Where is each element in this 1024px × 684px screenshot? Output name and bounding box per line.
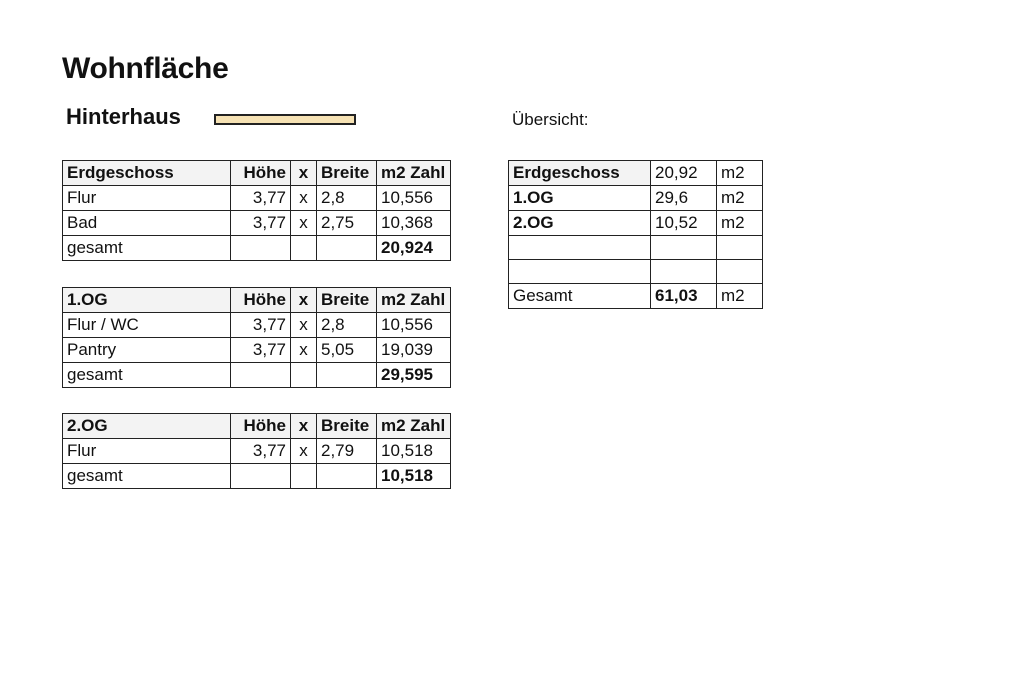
hoehe-cell: 3,77 — [231, 439, 291, 464]
m2-cell: 10,518 — [377, 439, 451, 464]
empty-cell — [317, 236, 377, 261]
hoehe-cell: 3,77 — [231, 211, 291, 236]
m2-cell: 10,368 — [377, 211, 451, 236]
room-name-cell: Pantry — [63, 338, 231, 363]
overview-unit-cell: m2 — [717, 161, 763, 186]
empty-cell — [231, 363, 291, 388]
header-cell-hoehe: Höhe — [231, 288, 291, 313]
room-name-cell: Flur — [63, 186, 231, 211]
empty-cell — [317, 363, 377, 388]
header-cell-m2: m2 Zahl — [377, 288, 451, 313]
table-header-row — [63, 288, 451, 313]
header-cell-floor: 1.OG — [63, 288, 231, 313]
overview-unit-cell — [717, 260, 763, 284]
header-cell-x: x — [291, 288, 317, 313]
table-row — [63, 338, 451, 363]
empty-cell — [291, 236, 317, 261]
room-name-cell: Flur / WC — [63, 313, 231, 338]
x-cell: x — [291, 439, 317, 464]
table-row — [63, 211, 451, 236]
header-cell-x: x — [291, 414, 317, 439]
page-title: Wohnfläche — [62, 52, 229, 85]
section-title: Hinterhaus — [66, 104, 181, 129]
room-name-cell: Bad — [63, 211, 231, 236]
overview-unit-cell — [717, 236, 763, 260]
breite-cell: 2,75 — [317, 211, 377, 236]
breite-cell: 2,8 — [317, 186, 377, 211]
overview-floor-cell: Erdgeschoss — [509, 161, 651, 186]
empty-cell — [231, 464, 291, 489]
empty-cell — [317, 464, 377, 489]
table-total-row — [63, 236, 451, 261]
table-row — [63, 313, 451, 338]
overview-value-cell: 10,52 — [651, 211, 717, 236]
hoehe-cell: 3,77 — [231, 338, 291, 363]
x-cell: x — [291, 338, 317, 363]
overview-floor-cell — [509, 236, 651, 260]
table-total-row — [63, 464, 451, 489]
header-cell-floor: 2.OG — [63, 414, 231, 439]
overview-floor-cell: 2.OG — [509, 211, 651, 236]
overview-value-cell: 20,92 — [651, 161, 717, 186]
overview-row — [509, 236, 763, 260]
breite-cell: 5,05 — [317, 338, 377, 363]
header-cell-breite: Breite — [317, 161, 377, 186]
table-total-row — [63, 363, 451, 388]
header-cell-breite: Breite — [317, 414, 377, 439]
overview-row — [509, 260, 763, 284]
overview-table — [508, 160, 763, 309]
table-row — [63, 186, 451, 211]
x-cell: x — [291, 313, 317, 338]
header-cell-floor: Erdgeschoss — [63, 161, 231, 186]
overview-row — [509, 211, 763, 236]
overview-unit-cell: m2 — [717, 186, 763, 211]
total-label-cell: gesamt — [63, 363, 231, 388]
x-cell: x — [291, 186, 317, 211]
overview-total-row — [509, 284, 763, 309]
header-cell-m2: m2 Zahl — [377, 161, 451, 186]
total-value-cell: 10,518 — [377, 464, 451, 489]
empty-cell — [291, 464, 317, 489]
breite-cell: 2,8 — [317, 313, 377, 338]
overview-value-cell — [651, 260, 717, 284]
table-row — [63, 439, 451, 464]
hoehe-cell: 3,77 — [231, 186, 291, 211]
overview-value-cell: 29,6 — [651, 186, 717, 211]
m2-cell: 10,556 — [377, 186, 451, 211]
header-cell-hoehe: Höhe — [231, 414, 291, 439]
total-value-cell: 29,595 — [377, 363, 451, 388]
table-2og — [62, 413, 451, 489]
overview-row — [509, 161, 763, 186]
m2-cell: 19,039 — [377, 338, 451, 363]
overview-total-value: 61,03 — [651, 284, 717, 309]
overview-total-unit: m2 — [717, 284, 763, 309]
overview-label: Übersicht: — [512, 110, 589, 129]
overview-unit-cell: m2 — [717, 211, 763, 236]
header-cell-breite: Breite — [317, 288, 377, 313]
total-label-cell: gesamt — [63, 236, 231, 261]
m2-cell: 10,556 — [377, 313, 451, 338]
table-1og — [62, 287, 451, 388]
overview-row — [509, 186, 763, 211]
empty-cell — [231, 236, 291, 261]
room-name-cell: Flur — [63, 439, 231, 464]
hoehe-cell: 3,77 — [231, 313, 291, 338]
overview-floor-cell: 1.OG — [509, 186, 651, 211]
table-header-row — [63, 161, 451, 186]
header-cell-m2: m2 Zahl — [377, 414, 451, 439]
color-swatch — [214, 114, 356, 125]
total-value-cell: 20,924 — [377, 236, 451, 261]
overview-floor-cell — [509, 260, 651, 284]
table-header-row — [63, 414, 451, 439]
header-cell-hoehe: Höhe — [231, 161, 291, 186]
header-cell-x: x — [291, 161, 317, 186]
overview-value-cell — [651, 236, 717, 260]
empty-cell — [291, 363, 317, 388]
breite-cell: 2,79 — [317, 439, 377, 464]
table-erdgeschoss — [62, 160, 451, 261]
x-cell: x — [291, 211, 317, 236]
total-label-cell: gesamt — [63, 464, 231, 489]
overview-total-label: Gesamt — [509, 284, 651, 309]
